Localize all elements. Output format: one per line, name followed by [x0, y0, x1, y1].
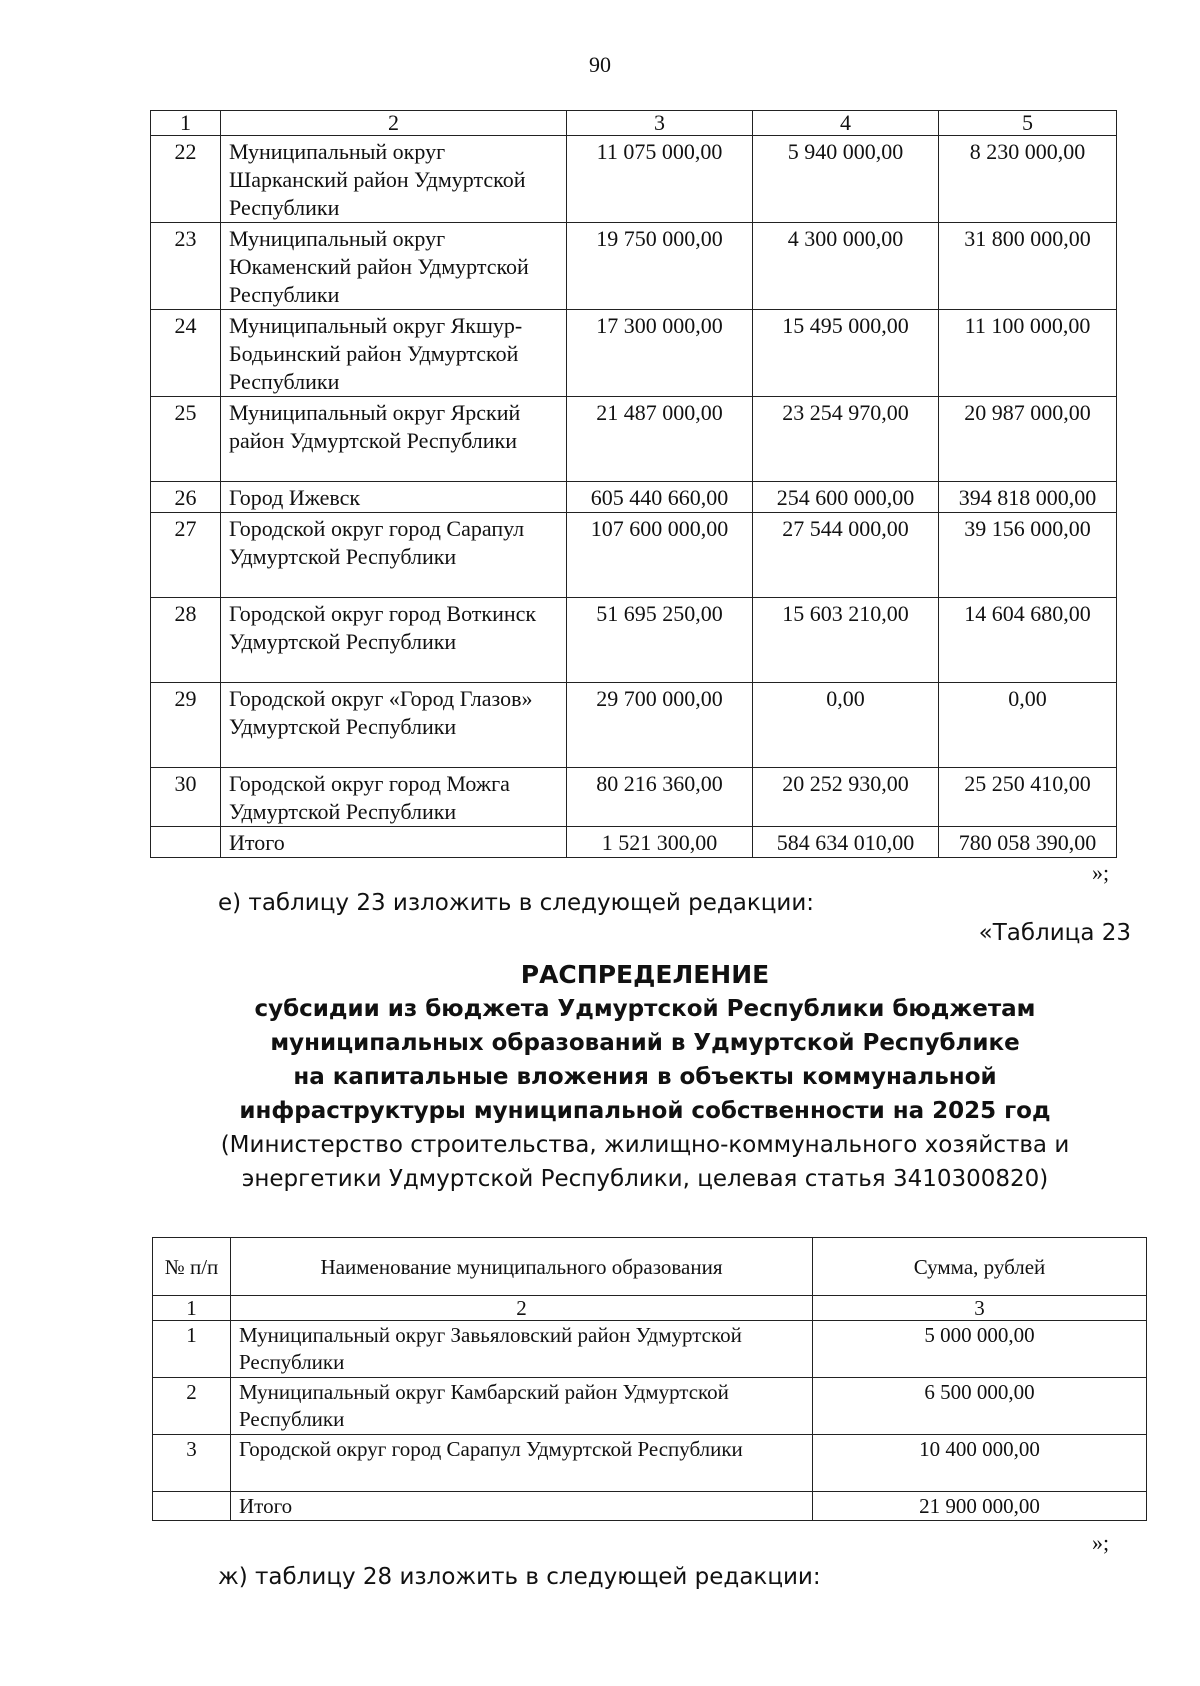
amount-col3: 51 695 250,00 [567, 598, 753, 683]
amount-col5: 25 250 410,00 [939, 768, 1117, 827]
amount-col3: 21 487 000,00 [567, 397, 753, 482]
municipality-name: Муниципальный округ Завьяловский район Удмуртской Республики [231, 1321, 813, 1378]
index-cell: 3 [813, 1296, 1147, 1321]
row-number: 29 [151, 683, 221, 768]
paragraph-e: е) таблицу 23 изложить в следующей редакции: [218, 890, 815, 916]
header-cell: 5 [939, 111, 1117, 136]
amount-col3: 17 300 000,00 [567, 310, 753, 397]
amount-col3: 80 216 360,00 [567, 768, 753, 827]
row-number: 24 [151, 310, 221, 397]
title-heading: РАСПРЕДЕЛЕНИЕ [520, 960, 770, 989]
header-cell: 2 [221, 111, 567, 136]
amount-col4: 254 600 000,00 [753, 482, 939, 513]
title-line: на капитальные вложения в объекты коммунальной [293, 1064, 997, 1090]
table-closing-quote: »; [1092, 1530, 1110, 1555]
subtitle-line: энергетики Удмуртской Республики, целевая статья 3410300820) [241, 1166, 1049, 1192]
municipality-name: Городской округ город Можга Удмуртской Республики [221, 768, 567, 827]
row-number: 2 [153, 1378, 231, 1435]
row-number: 23 [151, 223, 221, 310]
municipality-name: Муниципальный округ Юкаменский район Удмуртской Республики [221, 223, 567, 310]
table-row [151, 310, 1117, 397]
amount-col5: 31 800 000,00 [939, 223, 1117, 310]
amount-col5: 39 156 000,00 [939, 513, 1117, 598]
table-row [153, 1321, 1147, 1378]
title-line: муниципальных образований в Удмуртской Республике [270, 1030, 1020, 1056]
municipality-name: Муниципальный округ Ярский район Удмуртской Республики [221, 397, 567, 482]
amount-col5: 11 100 000,00 [939, 310, 1117, 397]
row-number: 25 [151, 397, 221, 482]
row-number [151, 827, 221, 858]
amount-col5: 20 987 000,00 [939, 397, 1117, 482]
row-number: 3 [153, 1435, 231, 1492]
paragraph-zh: ж) таблицу 28 изложить в следующей редакции: [218, 1564, 821, 1590]
sum-value: 5 000 000,00 [813, 1321, 1147, 1378]
amount-col3: 19 750 000,00 [567, 223, 753, 310]
table-total-row [151, 827, 1117, 858]
table-row [153, 1435, 1147, 1492]
header-cell: 4 [753, 111, 939, 136]
total-col3: 1 521 300,00 [567, 827, 753, 858]
row-number: 1 [153, 1321, 231, 1378]
municipality-name: Муниципальный округ Якшур-Бодьинский район Удмуртской Республики [221, 310, 567, 397]
amount-col3: 29 700 000,00 [567, 683, 753, 768]
table-row [153, 1378, 1147, 1435]
amount-col4: 15 495 000,00 [753, 310, 939, 397]
header-name: Наименование муниципального образования [231, 1238, 813, 1296]
subtitle-line: (Министерство строительства, жилищно-коммунального хозяйства и [220, 1132, 1070, 1158]
index-cell: 1 [153, 1296, 231, 1321]
municipality-name: Городской округ город Сарапул Удмуртской Республики [221, 513, 567, 598]
row-number: 27 [151, 513, 221, 598]
municipality-name: Муниципальный округ Шарканский район Удмуртской Республики [221, 136, 567, 223]
sum-value: 6 500 000,00 [813, 1378, 1147, 1435]
table-caption: «Таблица 23 [978, 920, 1131, 946]
municipality-name: Городской округ «Город Глазов» Удмуртской Республики [221, 683, 567, 768]
amount-col4: 15 603 210,00 [753, 598, 939, 683]
total-label: Итого [221, 827, 567, 858]
amount-col5: 394 818 000,00 [939, 482, 1117, 513]
table-header-row [151, 111, 1117, 136]
municipality-name: Муниципальный округ Камбарский район Удмуртской Республики [231, 1378, 813, 1435]
total-label: Итого [231, 1492, 813, 1521]
sum-value: 10 400 000,00 [813, 1435, 1147, 1492]
table-row [151, 598, 1117, 683]
table-header-row [153, 1238, 1147, 1296]
document-title-block [150, 958, 1140, 1196]
table-total-row [153, 1492, 1147, 1521]
subsidy-distribution-table [152, 1237, 1147, 1521]
row-number: 26 [151, 482, 221, 513]
header-number: № п/п [153, 1238, 231, 1296]
total-col4: 584 634 010,00 [753, 827, 939, 858]
title-line: субсидии из бюджета Удмуртской Республики бюджетам [254, 996, 1036, 1022]
amount-col5: 8 230 000,00 [939, 136, 1117, 223]
amount-col4: 23 254 970,00 [753, 397, 939, 482]
table-row [151, 482, 1117, 513]
column-index-row [153, 1296, 1147, 1321]
table-row [151, 513, 1117, 598]
amount-col4: 27 544 000,00 [753, 513, 939, 598]
amount-col3: 605 440 660,00 [567, 482, 753, 513]
amount-col5: 14 604 680,00 [939, 598, 1117, 683]
municipal-funding-table [150, 110, 1117, 858]
amount-col4: 20 252 930,00 [753, 768, 939, 827]
municipality-name: Городской округ город Сарапул Удмуртской Республики [231, 1435, 813, 1492]
table-row [151, 768, 1117, 827]
title-line: инфраструктуры муниципальной собственности на 2025 год [239, 1098, 1051, 1124]
table-row [151, 136, 1117, 223]
table-row [151, 397, 1117, 482]
amount-col3: 107 600 000,00 [567, 513, 753, 598]
total-col5: 780 058 390,00 [939, 827, 1117, 858]
amount-col4: 0,00 [753, 683, 939, 768]
header-cell: 3 [567, 111, 753, 136]
amount-col4: 4 300 000,00 [753, 223, 939, 310]
page-number: 90 [589, 52, 611, 77]
table-row [151, 223, 1117, 310]
amount-col5: 0,00 [939, 683, 1117, 768]
total-sum: 21 900 000,00 [813, 1492, 1147, 1521]
index-cell: 2 [231, 1296, 813, 1321]
row-number [153, 1492, 231, 1521]
row-number: 30 [151, 768, 221, 827]
amount-col3: 11 075 000,00 [567, 136, 753, 223]
table-closing-quote: »; [1092, 860, 1110, 885]
row-number: 28 [151, 598, 221, 683]
amount-col4: 5 940 000,00 [753, 136, 939, 223]
header-cell: 1 [151, 111, 221, 136]
municipality-name: Городской округ город Воткинск Удмуртской Республики [221, 598, 567, 683]
table-row [151, 683, 1117, 768]
row-number: 22 [151, 136, 221, 223]
header-sum: Сумма, рублей [813, 1238, 1147, 1296]
municipality-name: Город Ижевск [221, 482, 567, 513]
